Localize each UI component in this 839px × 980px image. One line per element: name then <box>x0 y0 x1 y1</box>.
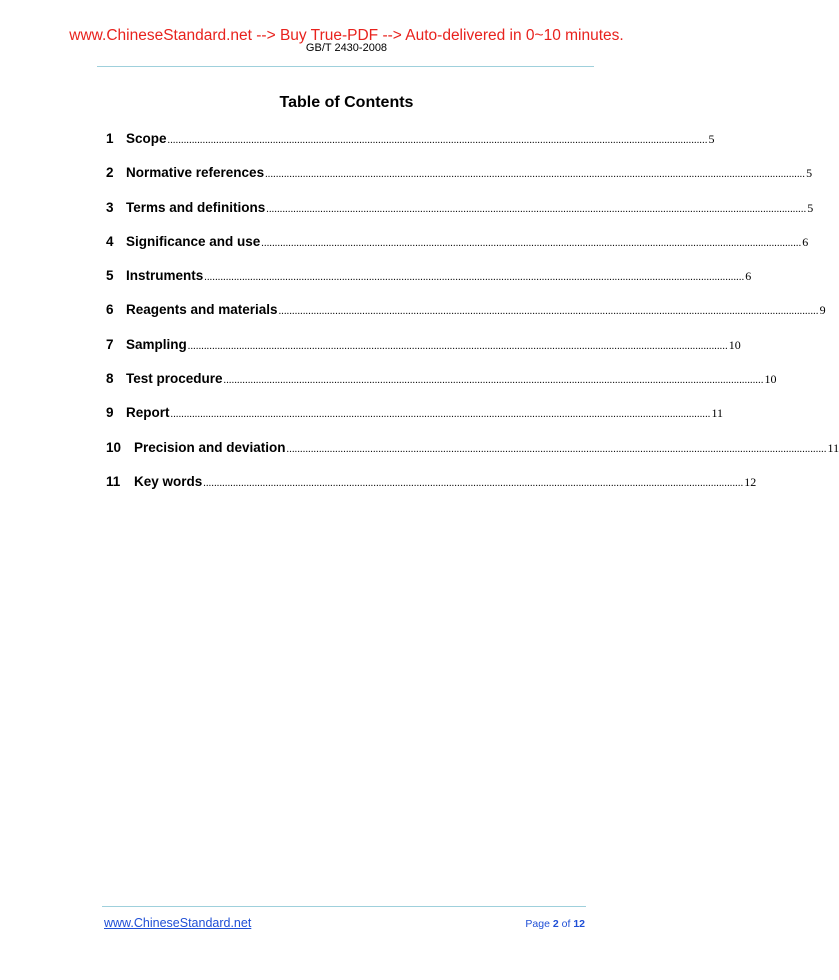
toc-entry-label: Instruments <box>126 268 204 284</box>
toc-entry-label: Normative references <box>126 165 265 181</box>
toc-entry-page: 6 <box>745 269 752 284</box>
toc-dot-leader: ........................................................................................................................................................................................................ <box>203 477 744 489</box>
toc-dot-leader: ........................................................................................................................................................................................................ <box>223 375 764 387</box>
toc-entry-number: 4 <box>106 233 114 249</box>
toc-entry-number: 2 <box>106 165 114 181</box>
toc-entry-label: Key words <box>134 473 203 489</box>
toc-entry-label: Reagents and materials <box>126 302 278 318</box>
document-code: GB/T 2430-2008 <box>305 42 388 54</box>
toc-entry[interactable] <box>106 233 809 268</box>
footer-divider <box>102 906 586 907</box>
toc-entry[interactable] <box>106 199 814 234</box>
toc-dot-leader: ........................................................................................................................................................................................................ <box>170 409 711 421</box>
page-indicator-of: of <box>561 918 571 930</box>
footer-website-link[interactable]: www.ChineseStandard.net <box>104 916 252 930</box>
toc-entry-page: 11 <box>711 406 724 421</box>
toc-entry-number: 7 <box>106 336 114 352</box>
toc-dot-leader: ........................................................................................................................................................................................................ <box>167 135 708 146</box>
toc-entry[interactable] <box>106 131 715 165</box>
toc-entry-number: 1 <box>106 131 114 146</box>
toc-dot-leader: ........................................................................................................................................................................................................ <box>204 272 745 284</box>
header-divider <box>97 66 594 67</box>
page-indicator-prefix: Page <box>525 918 550 930</box>
toc-entry-label: Scope <box>126 131 167 146</box>
page-indicator-total: 12 <box>573 918 585 930</box>
toc-entry-page: 5 <box>807 200 814 215</box>
toc-entry-label: Sampling <box>126 336 187 352</box>
toc-entry-page: 5 <box>708 132 715 146</box>
toc-dot-leader: ........................................................................................................................................................................................................ <box>278 306 819 318</box>
toc-entry-page: 12 <box>744 474 757 489</box>
toc-entry-page: 6 <box>802 234 809 249</box>
page-indicator-current: 2 <box>552 918 559 930</box>
toc-dot-leader: ........................................................................................................................................................................................................ <box>187 340 728 352</box>
toc-entry-label: Test procedure <box>126 371 223 387</box>
toc-dot-leader: ........................................................................................................................................................................................................ <box>266 203 807 215</box>
toc-entry-page: 9 <box>819 303 826 318</box>
toc-title: Table of Contents <box>279 94 414 111</box>
toc-entry-number: 10 <box>106 439 122 455</box>
toc-entry-number: 5 <box>106 268 114 284</box>
table-of-contents <box>106 131 839 508</box>
toc-entry-page: 11 <box>827 440 839 455</box>
toc-entry[interactable] <box>106 473 757 508</box>
toc-entry-label: Precision and deviation <box>134 439 286 455</box>
toc-entry-page: 5 <box>806 166 813 181</box>
toc-entry-page: 10 <box>728 337 741 352</box>
toc-entry-number: 3 <box>106 199 114 215</box>
toc-entry[interactable] <box>106 165 813 199</box>
toc-entry[interactable] <box>106 405 724 439</box>
toc-entry-label: Significance and use <box>126 233 261 249</box>
toc-entry-label: Report <box>126 405 170 421</box>
toc-entry[interactable] <box>106 439 839 474</box>
toc-entry[interactable] <box>106 268 752 302</box>
promo-banner[interactable]: www.ChineseStandard.net --> Buy True-PDF --> Auto-delivered in 0~10 minutes. <box>69 27 624 44</box>
toc-entry-number: 6 <box>106 302 114 318</box>
toc-entry[interactable] <box>106 371 777 405</box>
toc-entry[interactable] <box>106 336 741 371</box>
toc-entry-number: 8 <box>106 371 114 387</box>
toc-dot-leader: ........................................................................................................................................................................................................ <box>261 237 802 249</box>
page-indicator <box>525 918 585 930</box>
toc-entry-label: Terms and definitions <box>126 199 266 215</box>
toc-entry-page: 10 <box>764 372 777 387</box>
toc-entry-number: 9 <box>106 405 114 421</box>
toc-entry[interactable] <box>106 302 826 336</box>
toc-dot-leader: ........................................................................................................................................................................................................ <box>265 169 806 181</box>
toc-entry-number: 11 <box>106 473 121 489</box>
toc-dot-leader: ........................................................................................................................................................................................................ <box>286 443 827 455</box>
